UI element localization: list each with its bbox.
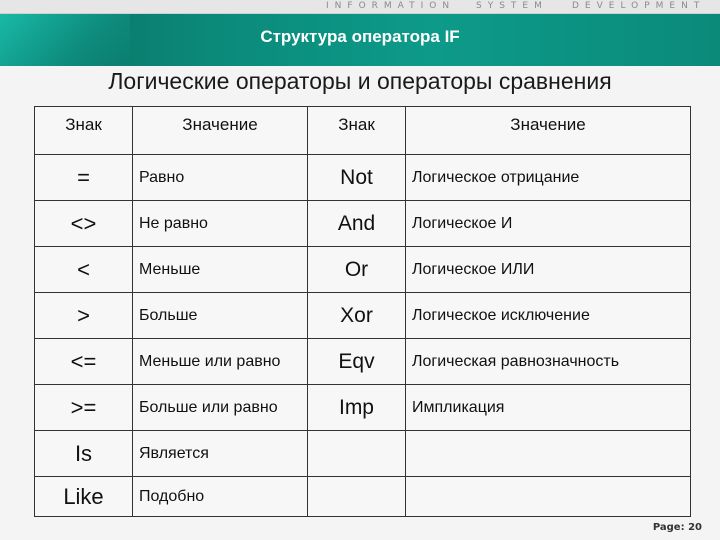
logic-sign-cell [308, 431, 406, 477]
logic-meaning-cell: Логическая равнозначность [406, 339, 691, 385]
logic-sign-cell: Imp [308, 385, 406, 431]
table-row [35, 385, 691, 431]
sign-cell: Like [35, 477, 133, 517]
meaning-cell: Не равно [133, 201, 308, 247]
meaning-cell: Больше или равно [133, 385, 308, 431]
header-sign-2: Знак [308, 107, 406, 155]
table-row [35, 477, 691, 517]
sign-cell: > [35, 293, 133, 339]
sign-cell: <= [35, 339, 133, 385]
sign-cell: >= [35, 385, 133, 431]
logic-meaning-cell: Логическое ИЛИ [406, 247, 691, 293]
meaning-cell: Равно [133, 155, 308, 201]
page-number: Page: 20 [652, 522, 702, 533]
table-row [35, 201, 691, 247]
slide-subtitle: Логические операторы и операторы сравнения [108, 68, 612, 94]
logic-sign-cell [308, 477, 406, 517]
header-meaning-1: Значение [133, 107, 308, 155]
table-row [35, 339, 691, 385]
sign-cell: = [35, 155, 133, 201]
logic-sign-cell: Or [308, 247, 406, 293]
header-title: Структура оператора IF [260, 27, 460, 46]
logic-sign-cell: Eqv [308, 339, 406, 385]
header-meaning-2: Значение [406, 107, 691, 155]
sign-cell: < [35, 247, 133, 293]
logic-sign-cell: And [308, 201, 406, 247]
logic-meaning-cell: Логическое И [406, 201, 691, 247]
meaning-cell: Является [133, 431, 308, 477]
top-strip [0, 0, 720, 14]
logic-meaning-cell: Импликация [406, 385, 691, 431]
operators-table [34, 106, 691, 517]
logic-meaning-cell [406, 477, 691, 517]
meaning-cell: Меньше [133, 247, 308, 293]
logic-meaning-cell: Логическое исключение [406, 293, 691, 339]
header-sign-1: Знак [35, 107, 133, 155]
table-row [35, 247, 691, 293]
table-row [35, 431, 691, 477]
logic-sign-cell: Xor [308, 293, 406, 339]
top-strip-word-3: DEVELOPMENT [572, 1, 706, 11]
logic-meaning-cell [406, 431, 691, 477]
sign-cell: Is [35, 431, 133, 477]
sign-cell: <> [35, 201, 133, 247]
logic-meaning-cell: Логическое отрицание [406, 155, 691, 201]
meaning-cell: Больше [133, 293, 308, 339]
meaning-cell: Подобно [133, 477, 308, 517]
top-strip-word-2: SYSTEM [476, 1, 548, 11]
logic-sign-cell: Not [308, 155, 406, 201]
table-header-row [35, 107, 691, 155]
table-row [35, 293, 691, 339]
table-row [35, 155, 691, 201]
meaning-cell: Меньше или равно [133, 339, 308, 385]
top-strip-word-1: INFORMATION [326, 1, 456, 11]
